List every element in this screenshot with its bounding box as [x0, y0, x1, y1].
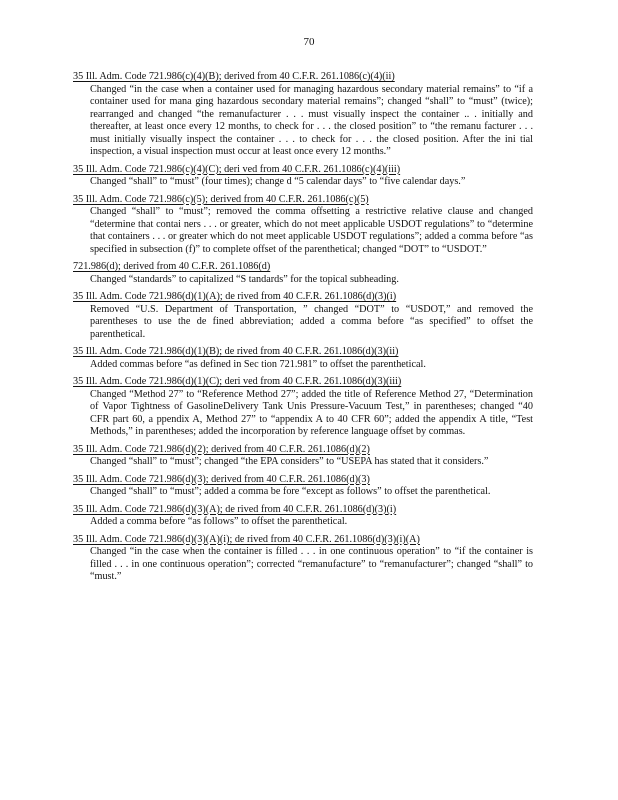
- note-entry: [73, 291, 533, 341]
- note-heading: 35 Ill. Adm. Code 721.986(d)(3); derived from 40 C.F.R. 261.1086(d)(3): [73, 473, 370, 485]
- note-text: Changed “shall” to “must” (four times); change d “5 calendar days” to “five calendar days.”: [90, 176, 466, 187]
- note-entry: [73, 261, 533, 286]
- note-heading: 35 Ill. Adm. Code 721.986(c)(4)(B); derived from 40 C.F.R. 261.1086(c)(4)(ii): [73, 71, 395, 82]
- note-heading: 721.986(d); derived from 40 C.F.R. 261.1086(d): [73, 261, 271, 272]
- note-entry: [73, 194, 533, 257]
- note-text: Changed “shall” to “must”; removed the comma offsetting a restrictive relative clause and changed “determine that contai ners . . . or greater, which do not meet applicable USDOT regulations” to “determine that containers . . . or greater which do not meet applicable USDOT regulations”; added a comma before “as specified in subsection (f)” to complete offset of the parenthetical; changed “DOT” to “USDOT.”: [90, 206, 533, 255]
- note-entry: [73, 164, 533, 189]
- note-entry: [73, 504, 533, 529]
- note-entry: [73, 444, 533, 469]
- page-number: 70: [303, 36, 315, 48]
- note-text: Changed “in the case when a container used for managing hazardous secondary material remains” to “if a container used for mana ging hazardous secondary material remains”; changed “shall” to “must” (twice); rearranged and changed “the remanufacturer . . . must visually inspect the container .. . initially and thereafter, at least once every 12 months, to check for . . . the closed position” to “the remanu facturer . . . must initially visually inspect the container . . . to check for . . . the closed position. After the ini tial inspection, a visual inspection must occur at least once every 12 months.”: [90, 83, 533, 157]
- note-heading: 35 Ill. Adm. Code 721.986(c)(5); derived from 40 C.F.R. 261.1086(c)(5): [73, 193, 369, 205]
- note-text: Changed “standards” to capitalized “S tandards” for the topical subheading.: [90, 273, 399, 285]
- note-entry: [73, 346, 533, 371]
- note-text: Changed “shall” to “must”; changed “the EPA considers” to “USEPA has stated that it considers.”: [90, 456, 489, 467]
- note-entry: [73, 71, 533, 159]
- note-heading: 35 Ill. Adm. Code 721.986(d)(3)(A); de rived from 40 C.F.R. 261.1086(d)(3)(i): [73, 503, 397, 515]
- note-entry: [73, 376, 533, 439]
- note-entry: [73, 534, 533, 584]
- derivation-notes: [73, 71, 533, 589]
- note-text: Changed “Method 27” to “Reference Method 27”; added the title of Reference Method 27, “Determination of Vapor Tightness of GasolineDelivery Tank Unis Pressure-Vacuum Test,” in parentheses; changed “40 CFR part 60, a ppendix A, Method 27” to “appendix A to 40 CFR 60”; added the appendix A title, “Test Methods,” in parentheses; added the incorporation by reference language offset by commas.: [90, 388, 533, 437]
- note-heading: 35 Ill. Adm. Code 721.986(d)(3)(A)(i); de rived from 40 C.F.R. 261.1086(d)(3)(i)(A): [73, 533, 420, 545]
- note-heading: 35 Ill. Adm. Code 721.986(d)(1)(A); de rived from 40 C.F.R. 261.1086(d)(3)(i): [73, 291, 397, 302]
- note-text: Changed “in the case when the container is filled . . . in one continuous operation” to “if the container is filled . . . in one continuous operation”; corrected “remanufacture” to “remanufacturer”; changed “shall” to “must.”: [90, 546, 533, 582]
- note-heading: 35 Ill. Adm. Code 721.986(c)(4)(C); deri ved from 40 C.F.R. 261.1086(c)(4)(iii): [73, 163, 401, 175]
- note-heading: 35 Ill. Adm. Code 721.986(d)(1)(C); deri ved from 40 C.F.R. 261.1086(d)(3)(iii): [73, 376, 402, 387]
- note-text: Added a comma before “as follows” to offset the parenthetical.: [90, 516, 348, 527]
- note-entry: [73, 474, 533, 499]
- note-text: Added commas before “as defined in Sec tion 721.981” to offset the parenthetical.: [90, 358, 426, 370]
- note-text: Removed “U.S. Department of Transportation, ” changed “DOT” to “USDOT,” and removed the parentheses to use the de fined abbreviation; added a comma before “as specified” to offset the parenthetical.: [90, 303, 533, 340]
- note-heading: 35 Ill. Adm. Code 721.986(d)(1)(B); de rived from 40 C.F.R. 261.1086(d)(3)(ii): [73, 346, 399, 357]
- note-heading: 35 Ill. Adm. Code 721.986(d)(2); derived from 40 C.F.R. 261.1086(d)(2): [73, 443, 370, 455]
- note-text: Changed “shall” to “must”; added a comma be fore “except as follows” to offset the parenthetical.: [90, 486, 491, 497]
